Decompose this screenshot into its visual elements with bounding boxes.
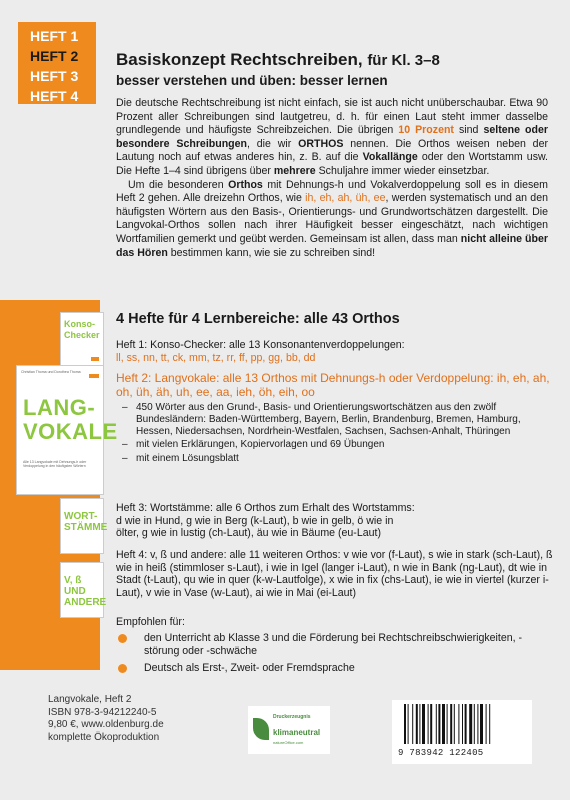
page-subtitle: besser verstehen und üben: besser lernen xyxy=(116,73,388,88)
heft-3-label: HEFT 3 xyxy=(30,68,79,84)
intro-paragraph-1: Die deutsche Rechtschreibung ist nicht einfach, sie ist auch nicht unüberschaubar. Etwa 90 Prozent aller Schreibungen sind lautgetreu, d. h. für einen Laut steht immer dasselbe grundlegende und häufigste Schreibzeichen. Die übrigen 10 Prozent sind seltene oder besondere Schreibungen, die wir ORTHOS nennen. Die Orthos weisen neben der Lautung noch auf etwas anderes hin, z. B. auf die Vokallänge oder den Wortstamm usw. Die Hefte 1–4 sind übrigens über mehrere Schuljahre immer wieder einsetzbar. xyxy=(116,97,548,177)
klimaneutral-seal: Druckerzeugnis klimaneutral natureOffice.com xyxy=(248,706,330,754)
book-cover-wortstaemme: WORT-STÄMME xyxy=(60,498,104,554)
heft-4-section: Heft 4: v, ß und andere: alle 11 weiteren Orthos: v wie vor (f-Laut), s wie in stark (sch-Laut), ß wie in heiß (stimmloser s-Laut), i wie in Igel (langer i-Laut), n wie in Bank (ng-Laut), dt wie in Stadt (t-Laut), qu wie in quer (k-w-Lautfolge), x wie in fix (chs-Laut), ie wie in viertel (kurzer i-Laut), v wie in Vase (w-Laut), ai wie in Mai (ei-Laut) xyxy=(116,549,553,599)
intro-text xyxy=(116,97,548,260)
barcode-number: 9 783942 122405 xyxy=(398,748,484,758)
heft-2-label: HEFT 2 xyxy=(30,48,79,64)
heft-1-section: Heft 1: Konso-Checker: alle 13 Konsonantenverdoppelungen: ll, ss, nn, tt, ck, mm, tz, rr, ff, pp, gg, bb, dd xyxy=(116,339,405,364)
book-cover-langvokale: Christian Thoma und Dorothea Thoma LANG-VOKALE Alle 13 Langvokale mit Dehnungs-h oder Verdoppelung in den häufigsten Wörtern xyxy=(16,365,104,495)
heft-2-bullet: – 450 Wörter aus den Grund-, Basis- und Orientierungswortschätzen aus den zwölf Bundesländern: Baden-Württemberg, Bayern, Berlin, Brandenburg, Bremen, Hamburg, Hessen, Niedersachsen, Nordrhein-Westfalen, Sachsen, Sachsen-Anhalt, Thüringen xyxy=(122,402,521,437)
heft-1-label: HEFT 1 xyxy=(30,28,79,44)
heft-list xyxy=(18,22,96,104)
leaf-icon xyxy=(253,718,269,740)
page-title xyxy=(116,50,440,70)
bullet-dot-icon xyxy=(118,664,127,673)
book-cover-v-ss-und-andere: V, ß UND ANDERE xyxy=(60,562,104,618)
heft-2-bullet: – mit vielen Erklärungen, Kopiervorlagen und 69 Übungen xyxy=(122,439,385,451)
title-grade: für Kl. 3–8 xyxy=(367,52,440,69)
book-cover-konso-checker: Konso-Checker xyxy=(60,312,104,368)
heft-4-label: HEFT 4 xyxy=(30,88,79,104)
bullet-dot-icon xyxy=(118,634,127,643)
isbn-barcode xyxy=(392,700,532,764)
barcode-icon xyxy=(400,704,524,746)
empfohlen-label: Empfohlen für: xyxy=(116,616,185,628)
heft-2-section xyxy=(116,372,556,465)
intro-paragraph-2: Um die besonderen Orthos mit Dehnungs-h und Vokalverdoppelung soll es in diesem Heft 2 gehen. Alle dreizehn Orthos, wie ih, eh, ah, üh, ee, werden systematisch und an den häufigsten Wörtern aus den Basis-, Orientierungs- und Grundwortschätzen dargestellt. Die Langvokal-Orthos sollen nach ihrer Häufigkeit besser eingeschätzt, nach wichtigen Wortfamilien gemerkt und geübt werden. Gemeinsam ist allen, dass man nicht alleine über das Hören bestimmen kann, wie sie zu schreiben sind! xyxy=(116,178,549,259)
section-title: 4 Hefte für 4 Lernbereiche: alle 43 Orthos xyxy=(116,311,400,327)
empfohlen-item: den Unterricht ab Klasse 3 und die Förderung bei Rechtschreibschwierigkeiten, -störung oder -schwäche xyxy=(118,632,538,657)
empfohlen-item: Deutsch als Erst-, Zweit- oder Fremdsprache xyxy=(118,662,538,675)
heft-3-section: Heft 3: Wortstämme: alle 6 Orthos zum Erhalt des Wortstamms: d wie in Hund, g wie in Berg (k-Laut), b wie in gelb, ö wie in ölter, g wie in lustig (ch-Laut), äu wie in Bäume (eu-Laut) xyxy=(116,502,415,540)
heft-2-heading: Heft 2: Langvokale: alle 13 Orthos mit Dehnungs-h oder Verdoppelung: ih, eh, ah, oh, üh, äh, uh, ee, aa, ieh, öh, eih, oo xyxy=(116,371,550,399)
heft-2-bullet: – mit einem Lösungsblatt xyxy=(122,453,239,465)
title-main: Basiskonzept Rechtschreiben, xyxy=(116,50,363,69)
footer-info: Langvokale, Heft 2 ISBN 978-3-94212240-5 9,80 €, www.oldenburg.de komplette Ökoproduktion xyxy=(48,694,164,743)
